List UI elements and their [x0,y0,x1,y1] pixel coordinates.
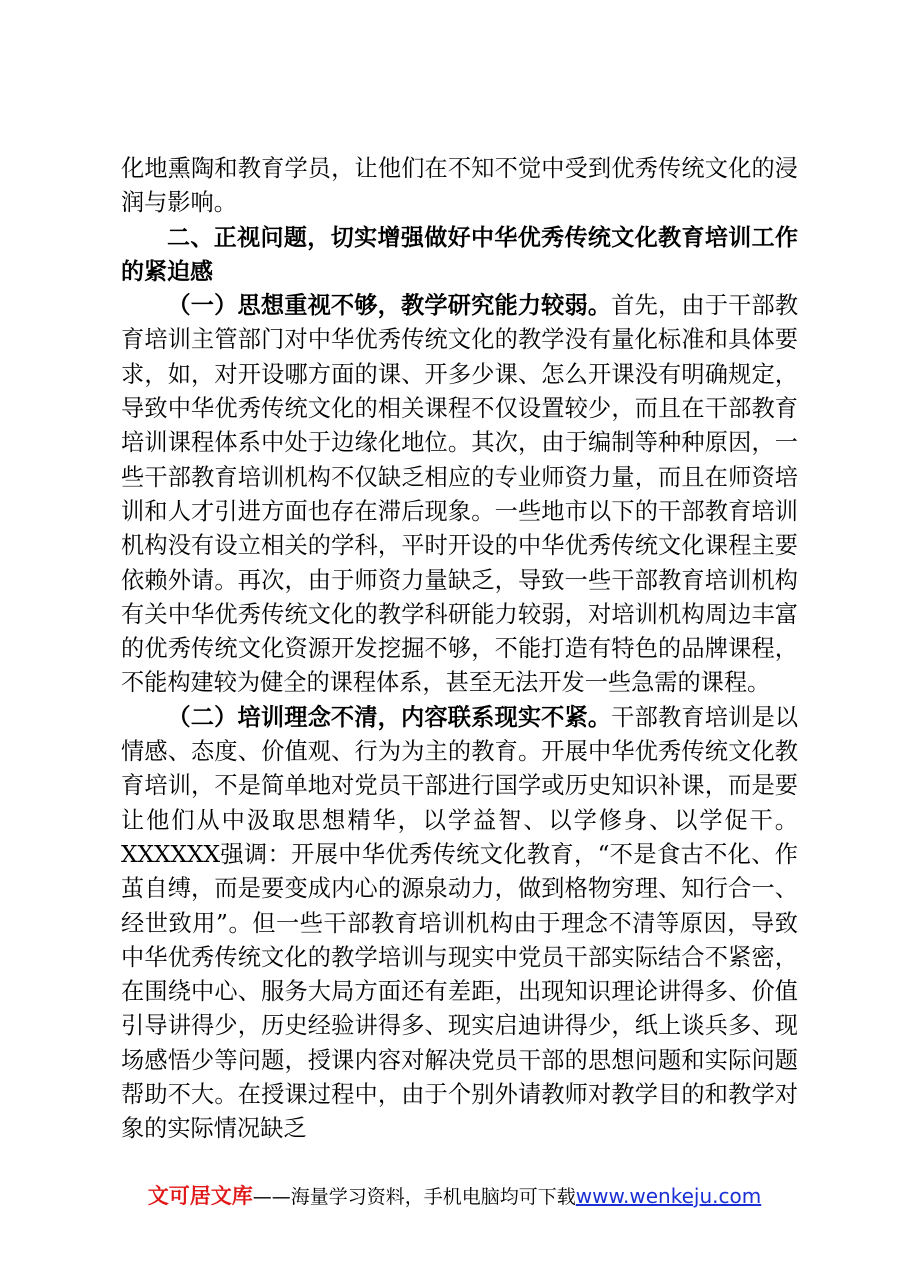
subsection-1-body: 首先，由于干部教育培训主管部门对中华优秀传统文化的教学没有量化标准和具体要求，如，对开设哪方面的课、开多少课、怎么开课没有明确规定，导致中华优秀传统文化的相关课程不仅设置较少，而且在干部教育培训课程体系中处于边缘化地位。其次，由于编制等种种原因，一些干部教育培训机构不仅缺乏相应的专业师资力量，而且在师资培训和人才引进方面也存在滞后现象。一些地市以下的干部教育培训机构没有设立相关的学科，平时开设的中华优秀传统文化课程主要依赖外请。再次，由于师资力量缺乏，导致一些干部教育培训机构有关中华优秀传统文化的教学科研能力较弱，对培训机构周边丰富的优秀传统文化资源开发挖掘不够，不能打造有特色的品牌课程，不能构建较为健全的课程体系，甚至无法开发一些急需的课程。 [121,292,799,697]
footer-link[interactable]: www.wenkeju.com [575,1184,762,1208]
footer-brand: 文可居文库 [147,1184,253,1208]
subsection-1-title: （一）思想重视不够，教学研究能力较弱。 [167,292,612,320]
footer-banner [0,1183,909,1210]
subsection-2-title: （二）培训理念不清，内容联系现实不紧。 [167,703,612,731]
subsection-2-paragraph [121,701,798,1147]
footer-tagline: ——海量学习资料，手机电脑均可下载 [252,1186,576,1208]
intro-paragraph: 化地熏陶和教育学员，让他们在不知不觉中受到优秀传统文化的浸润与影响。 [121,155,798,217]
subsection-2-body: 干部教育培训是以情感、态度、价值观、行为为主的教育。开展中华优秀传统文化教育培训，不是简单地对党员干部进行国学或历史知识补课，而是要让他们从中汲取思想精华，以学益智、以学修身、以学促干。XXXXXX强调：开展中华优秀传统文化教育，“不是食古不化、作茧自缚，而是要变成内心的源泉动力，做到格物穷理、知行合一、经世致用”。但一些干部教育培训机构由于理念不清等原因，导致中华优秀传统文化的教学培训与现实中党员干部实际结合不紧密，在围绕中心、服务大局方面还有差距，出现知识理论讲得多、价值引导讲得少，历史经验讲得多、现实启迪讲得少，纸上谈兵多、现场感悟少等问题，授课内容对解决党员干部的思想问题和实际问题帮助不大。在授课过程中，由于个别外请教师对教学目的和教学对象的实际情况缺乏 [121,703,799,1143]
document-page [121,152,798,1147]
subsection-1-paragraph [121,289,798,701]
section-heading: 二、正视问题，切实增强做好中华优秀传统文化教育培训工作的紧迫感 [121,224,798,285]
